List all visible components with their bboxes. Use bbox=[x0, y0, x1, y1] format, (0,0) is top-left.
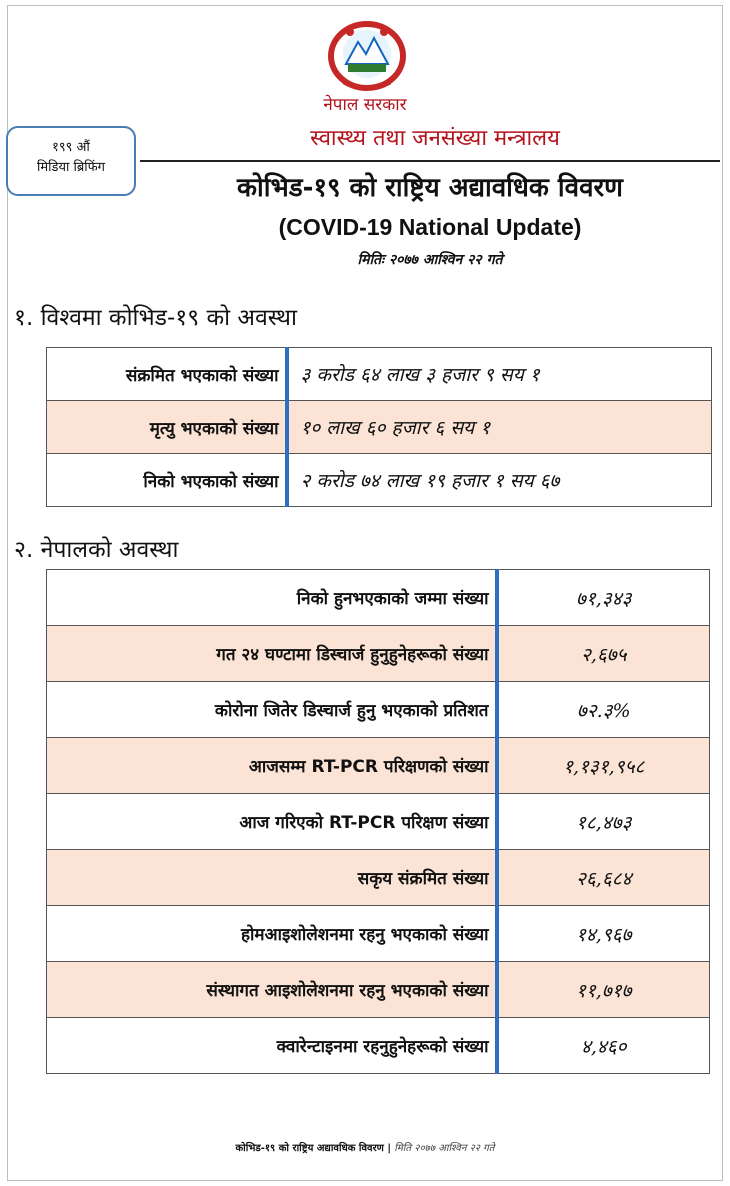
row-value: १० लाख ६० हजार ६ सय १ bbox=[287, 401, 712, 454]
row-value: ३ करोड ६४ लाख ३ हजार ९ सय १ bbox=[287, 348, 712, 401]
nepal-section-heading: २. नेपालको अवस्था bbox=[14, 537, 179, 563]
ministry-name: स्वास्थ्य तथा जनसंख्या मन्त्रालय bbox=[310, 126, 560, 151]
table-row bbox=[47, 962, 710, 1018]
table-row bbox=[47, 906, 710, 962]
row-value: २,६७५ bbox=[497, 626, 710, 682]
row-value: ४,४६० bbox=[497, 1018, 710, 1074]
page-title: कोभिड-१९ को राष्ट्रिय अद्यावधिक विवरण bbox=[237, 173, 623, 203]
row-value: १८,४७३ bbox=[497, 794, 710, 850]
table-row bbox=[47, 454, 712, 507]
footer bbox=[0, 1140, 730, 1154]
row-value: १,१३१,९५८ bbox=[497, 738, 710, 794]
report-date: मितिः २०७७ आश्विन २२ गते bbox=[357, 252, 503, 268]
row-value: २६,६८४ bbox=[497, 850, 710, 906]
table-row bbox=[47, 738, 710, 794]
row-label: गत २४ घण्टामा डिस्चार्ज हुनुहुनेहरूको संख्या bbox=[47, 626, 497, 682]
row-value: १४,९६७ bbox=[497, 906, 710, 962]
table-row bbox=[47, 794, 710, 850]
row-label: संस्थागत आइशोलेशनमा रहनु भएकाको संख्या bbox=[47, 962, 497, 1018]
table-row bbox=[47, 401, 712, 454]
row-label: क्वारेन्टाइनमा रहनुहुनेहरूको संख्या bbox=[47, 1018, 497, 1074]
row-label: निको भएकाको संख्या bbox=[47, 454, 287, 507]
table-row bbox=[47, 626, 710, 682]
row-value: २ करोड ७४ लाख १९ हजार १ सय ६७ bbox=[287, 454, 712, 507]
row-label: निको हुनभएकाको जम्मा संख्या bbox=[47, 570, 497, 626]
table-row bbox=[47, 850, 710, 906]
row-value: ११,७१७ bbox=[497, 962, 710, 1018]
nepal-status-table bbox=[46, 569, 710, 1074]
table-row bbox=[47, 1018, 710, 1074]
row-label: संक्रमित भएकाको संख्या bbox=[47, 348, 287, 401]
row-label: कोरोना जितेर डिस्चार्ज हुनु भएकाको प्रतिशत bbox=[47, 682, 497, 738]
table-row bbox=[47, 682, 710, 738]
row-value: ७१,३४३ bbox=[497, 570, 710, 626]
row-label: मृत्यु भएकाको संख्या bbox=[47, 401, 287, 454]
nepal-emblem-icon bbox=[326, 20, 408, 92]
table-row bbox=[47, 570, 710, 626]
row-label: आजसम्म RT-PCR परिक्षणको संख्या bbox=[47, 738, 497, 794]
footer-date: मिति २०७७ आश्विन २२ गते bbox=[394, 1143, 495, 1154]
page-title-english: (COVID-19 National Update) bbox=[278, 214, 582, 240]
row-label: होमआइशोलेशनमा रहनु भएकाको संख्या bbox=[47, 906, 497, 962]
row-label: आज गरिएको RT-PCR परिक्षण संख्या bbox=[47, 794, 497, 850]
world-status-table bbox=[46, 347, 712, 507]
badge-text: मिडिया ब्रिफिंग bbox=[36, 160, 105, 175]
row-label: सकृय संक्रमित संख्या bbox=[47, 850, 497, 906]
row-value: ७२.३% bbox=[497, 682, 710, 738]
header-divider bbox=[140, 160, 720, 162]
briefing-badge bbox=[6, 126, 136, 196]
world-section-heading: १. विश्वमा कोभिड-१९ को अवस्था bbox=[14, 305, 297, 331]
government-name: नेपाल सरकार bbox=[323, 95, 407, 115]
footer-title: कोभिड-१९ को राष्ट्रिय अद्यावधिक विवरण | bbox=[235, 1143, 392, 1154]
badge-number: १९९ औं bbox=[52, 140, 90, 155]
table-row bbox=[47, 348, 712, 401]
